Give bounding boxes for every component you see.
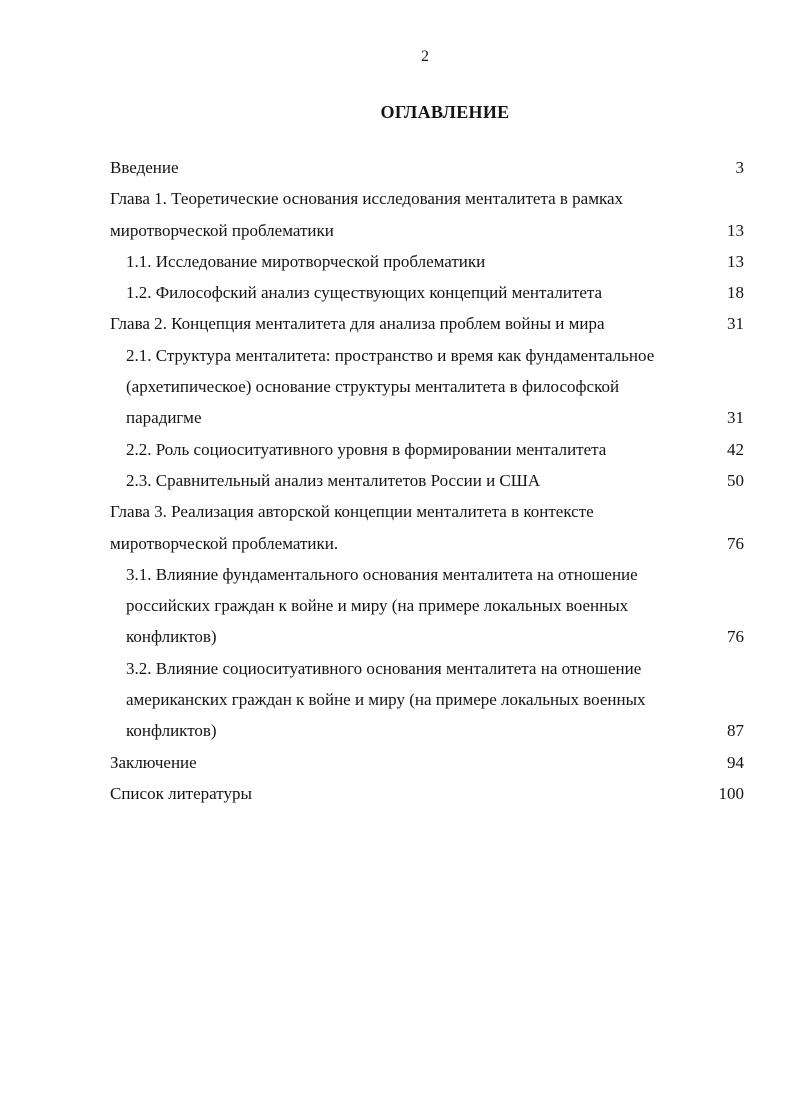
toc-entry-line: американских граждан к войне и миру (на примере локальных военных (126, 690, 646, 710)
toc-entry-chapter-1[interactable] (110, 183, 744, 246)
toc-entry-page: 76 (727, 627, 744, 647)
toc-entry-line: конфликтов) (126, 721, 217, 741)
toc-entry-introduction[interactable] (110, 152, 744, 183)
toc-entry-page: 31 (727, 314, 744, 334)
toc-entry-title (110, 496, 704, 559)
toc-entry-line: российских граждан к войне и миру (на примере локальных военных (126, 596, 629, 616)
toc-entry-title (110, 246, 704, 277)
toc-entry-title (110, 778, 704, 809)
toc-entry-page: 18 (727, 283, 744, 303)
toc-entry-page: 76 (727, 533, 744, 553)
toc-entry-line: Заключение (110, 752, 197, 772)
toc-entry-line: конфликтов) (126, 627, 217, 647)
toc-entry-page: 87 (727, 721, 744, 741)
toc-entry-section-3-1[interactable] (110, 559, 744, 653)
toc-title: ОГЛАВЛЕНИЕ (380, 102, 510, 122)
toc-entry-page: 31 (727, 408, 744, 428)
toc-entry-title (110, 434, 704, 465)
toc-entry-page: 42 (727, 439, 744, 459)
toc-entry-page: 13 (727, 251, 744, 271)
toc-entry-line: Глава 1. Теоретические основания исследования менталитета в рамках (110, 189, 624, 209)
toc-entry-line: 3.2. Влияние социоситуативного основания менталитета на отношение (126, 658, 642, 678)
toc-entry-line: (архетипическое) основание структуры менталитета в философской (126, 377, 620, 397)
toc-entry-title (110, 308, 704, 339)
toc-entry-page: 100 (718, 783, 744, 803)
toc-entry-conclusion[interactable] (110, 747, 744, 778)
toc-entry-title (110, 747, 704, 778)
toc-entry-title (110, 277, 704, 308)
toc-entry-line: Глава 3. Реализация авторской концепции менталитета в контексте (110, 502, 594, 522)
toc-entry-chapter-3[interactable] (110, 496, 744, 559)
toc-entry-line: парадигме (126, 408, 202, 428)
page-number: 2 (421, 48, 429, 65)
toc-entry-section-1-2[interactable] (110, 277, 744, 308)
toc-entry-title (110, 559, 704, 653)
toc-entry-section-1-1[interactable] (110, 246, 744, 277)
toc-entry-title (110, 340, 704, 434)
toc-entry-page: 50 (727, 470, 744, 490)
toc-entry-line: 1.2. Философский анализ существующих концепций менталитета (126, 283, 603, 303)
toc-entry-page: 3 (735, 158, 744, 177)
toc-entry-bibliography[interactable] (110, 778, 744, 809)
table-of-contents (110, 152, 744, 809)
toc-entry-line: Список литературы (110, 783, 252, 803)
toc-entry-section-2-3[interactable] (110, 465, 744, 496)
toc-entry-section-3-2[interactable] (110, 653, 744, 747)
toc-entry-line: 2.1. Структура менталитета: пространство и время как фундаментальное (126, 345, 655, 365)
toc-entry-line: Введение (110, 158, 179, 177)
toc-entry-chapter-2[interactable] (110, 308, 744, 339)
toc-entry-title (110, 465, 704, 496)
toc-entry-line: 1.1. Исследование миротворческой проблематики (126, 251, 486, 271)
toc-entry-line: 2.3. Сравнительный анализ менталитетов России и США (126, 470, 541, 490)
toc-entry-line: Глава 2. Концепция менталитета для анализа проблем войны и мира (110, 314, 605, 334)
toc-entry-section-2-1[interactable] (110, 340, 744, 434)
toc-entry-title (110, 152, 704, 183)
toc-entry-line: миротворческой проблематики. (110, 533, 339, 553)
toc-entry-section-2-2[interactable] (110, 434, 744, 465)
toc-entry-title (110, 653, 704, 747)
toc-entry-page: 94 (727, 752, 744, 772)
toc-entry-line: 2.2. Роль социоситуативного уровня в формировании менталитета (126, 439, 607, 459)
toc-entry-line: миротворческой проблематики (110, 220, 334, 240)
toc-entry-line: 3.1. Влияние фундаментального основания менталитета на отношение (126, 564, 638, 584)
toc-entry-title (110, 183, 704, 246)
toc-entry-page: 13 (727, 220, 744, 240)
